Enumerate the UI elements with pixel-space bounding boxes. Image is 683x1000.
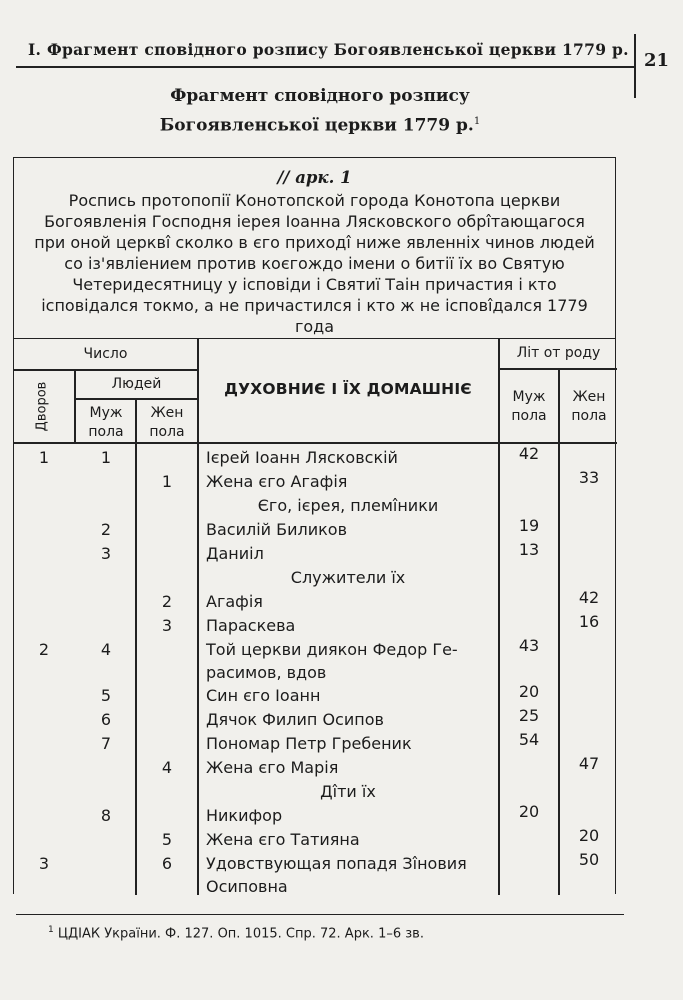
cell-name-line: Удовствующая попадя Зі̂новия bbox=[206, 854, 467, 873]
cell-zhen-count: 5 bbox=[161, 830, 173, 849]
cell-age-muzh: 42 bbox=[518, 444, 540, 463]
cell-zhen-count: 6 bbox=[161, 854, 173, 873]
header-muzh-pola: Муж пола bbox=[88, 405, 124, 440]
header-dvorov bbox=[12, 376, 72, 436]
cell-dvorov: 3 bbox=[38, 854, 50, 873]
page-number: 21 bbox=[644, 50, 670, 71]
cell-name-line: Той церкви диякон Федор Ге- bbox=[206, 640, 458, 659]
cell-age-zhen: 20 bbox=[578, 826, 600, 845]
footnote-rule bbox=[16, 914, 624, 915]
cell-name-line: Агафія bbox=[206, 592, 263, 611]
cell-name bbox=[206, 684, 498, 707]
cell-zhen-count: 1 bbox=[161, 472, 173, 491]
grid-line bbox=[197, 339, 199, 895]
title-line-2-text: Богоявленської церкви 1779 р. bbox=[159, 115, 474, 136]
cell-muzh-count: 3 bbox=[100, 544, 112, 563]
cell-age-zhen: 33 bbox=[578, 468, 600, 487]
cell-name bbox=[198, 780, 498, 803]
cell-name-line: Осиповна bbox=[206, 877, 288, 896]
page-number-divider bbox=[634, 34, 636, 98]
cell-muzh-count: 4 bbox=[100, 640, 112, 659]
cell-name bbox=[206, 638, 498, 684]
cell-dvorov: 1 bbox=[38, 448, 50, 467]
cell-name-line: Жена єго Татияна bbox=[206, 830, 360, 849]
cell-name bbox=[206, 446, 498, 469]
header-age-zhen: Жен пола bbox=[571, 389, 607, 424]
cell-name bbox=[198, 566, 498, 589]
title-line-2 bbox=[110, 109, 530, 139]
cell-muzh-count: 1 bbox=[100, 448, 112, 467]
title-footnote-mark: 1 bbox=[473, 116, 481, 127]
cell-name bbox=[206, 542, 498, 565]
document-title bbox=[110, 84, 530, 139]
header-lit-ot-rodu: Літ от роду bbox=[516, 345, 601, 361]
header-dvorov-label: Дворов bbox=[34, 381, 50, 431]
cell-age-zhen: 47 bbox=[578, 754, 600, 773]
cell-name bbox=[206, 470, 498, 493]
cell-age-muzh: 54 bbox=[518, 730, 540, 749]
cell-name bbox=[206, 732, 498, 755]
confession-register-table bbox=[13, 157, 616, 894]
cell-name bbox=[206, 804, 498, 827]
cell-age-muzh: 25 bbox=[518, 706, 540, 725]
cell-muzh-count: 6 bbox=[100, 710, 112, 729]
header-zhen-pola: Жен пола bbox=[149, 405, 185, 440]
cell-name-line: Никифор bbox=[206, 806, 283, 825]
cell-age-muzh: 43 bbox=[518, 636, 540, 655]
cell-age-zhen: 16 bbox=[578, 612, 600, 631]
cell-name-line: Жена єго Марія bbox=[206, 758, 339, 777]
footnote bbox=[48, 925, 424, 941]
cell-name-line: Пономар Петр Гребеник bbox=[206, 734, 412, 753]
cell-name-line: Служители їх bbox=[290, 568, 406, 587]
cell-name-line: Ді̂ти їх bbox=[320, 782, 376, 801]
title-line-1: Фрагмент сповідного розпису bbox=[170, 86, 470, 106]
footnote-text: ЦДІАК України. Ф. 127. Оп. 1015. Спр. 72. Арк. 1–6 зв. bbox=[57, 926, 424, 942]
header-age-muzh: Муж пола bbox=[511, 389, 547, 424]
cell-name-line: Параскева bbox=[206, 616, 296, 635]
cell-muzh-count: 2 bbox=[100, 520, 112, 539]
header-names: ДУХОВНИЄ І ЇХ ДОМАШНІЄ bbox=[224, 380, 472, 398]
cell-name-line: Син єго Іоанн bbox=[206, 686, 321, 705]
cell-age-muzh: 19 bbox=[518, 516, 540, 535]
cell-name-line: Василій Биликов bbox=[206, 520, 348, 539]
preamble-text: Роспись протопопії Конотопской города Конотопа церкви Богоявленія Господня іерея Іоанна Лясковского обрі̂тающагося при оной церкві̂ сколко в єго приході̂ ниже явленніх чинов людей со із'явліением против коєгождо імени о битії їх во Святую Четеридесятницу у ісповіди і Святиї Таін причастия і кто ісповідался токмо, а не причастился і кто ж не іспові̂дался 1779 года bbox=[34, 191, 595, 336]
cell-age-muzh: 20 bbox=[518, 802, 540, 821]
cell-name-line: Даниіл bbox=[206, 544, 264, 563]
cell-muzh-count: 5 bbox=[100, 686, 112, 705]
cell-name bbox=[206, 590, 498, 613]
cell-name bbox=[206, 828, 498, 851]
cell-muzh-count: 7 bbox=[100, 734, 112, 753]
cell-age-muzh: 20 bbox=[518, 682, 540, 701]
cell-name-line: Єго, ієрея, племі̂ники bbox=[257, 496, 439, 515]
cell-name bbox=[206, 756, 498, 779]
header-chislo: Число bbox=[83, 346, 128, 362]
header-rule bbox=[16, 66, 634, 68]
cell-zhen-count: 4 bbox=[161, 758, 173, 777]
cell-name-line: Жена єго Агафія bbox=[206, 472, 348, 491]
cell-name bbox=[198, 494, 498, 517]
cell-name bbox=[206, 708, 498, 731]
running-header: I. Фрагмент сповідного розпису Богоявленської церкви 1779 р. bbox=[28, 40, 629, 59]
cell-zhen-count: 3 bbox=[161, 616, 173, 635]
cell-age-zhen: 50 bbox=[578, 850, 600, 869]
cell-zhen-count: 2 bbox=[161, 592, 173, 611]
folio-marker: // арк. 1 bbox=[277, 168, 352, 187]
cell-name-line: расимов, вдов bbox=[206, 663, 327, 682]
cell-age-muzh: 13 bbox=[518, 540, 540, 559]
cell-muzh-count: 8 bbox=[100, 806, 112, 825]
cell-age-zhen: 42 bbox=[578, 588, 600, 607]
table-preamble bbox=[14, 158, 615, 339]
cell-name bbox=[206, 614, 498, 637]
cell-name bbox=[206, 852, 498, 898]
cell-name-line: Дячок Филип Осипов bbox=[206, 710, 384, 729]
cell-dvorov: 2 bbox=[38, 640, 50, 659]
header-lyudey: Людей bbox=[111, 376, 162, 392]
footnote-mark: 1 bbox=[48, 925, 54, 935]
cell-name-line: Ієрей Іоанн Лясковскій bbox=[206, 448, 398, 467]
cell-name bbox=[206, 518, 498, 541]
grid-line bbox=[14, 369, 197, 371]
